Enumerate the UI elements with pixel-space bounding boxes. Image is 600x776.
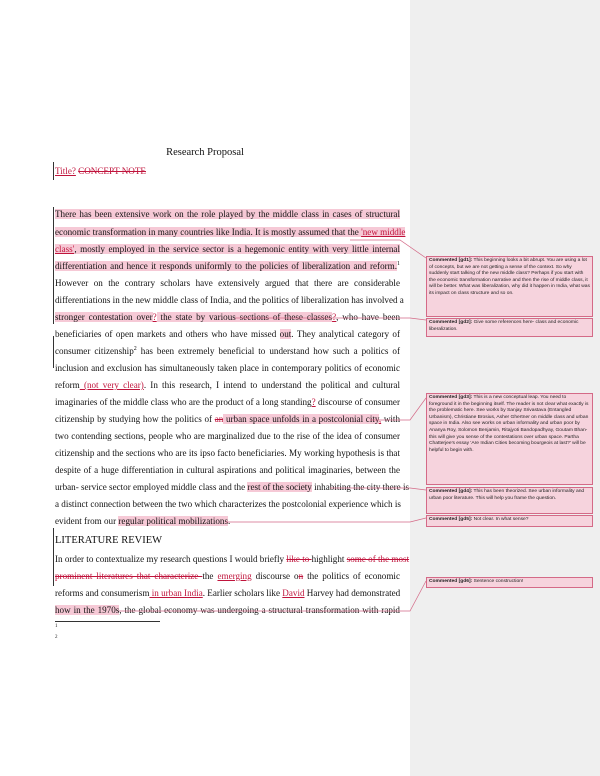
comment-gd4[interactable] bbox=[426, 487, 593, 514]
deleted-text: n bbox=[298, 571, 304, 581]
text: . bbox=[228, 516, 231, 526]
section-heading: LITERATURE REVIEW bbox=[55, 535, 163, 546]
change-bar bbox=[53, 528, 54, 586]
comment-gd3[interactable] bbox=[426, 393, 593, 485]
inserted-text: (not very clear) bbox=[79, 380, 144, 390]
para1-line: However on the contrary scholars have extensively argued that there are considerable bbox=[55, 278, 400, 288]
highlighted-text: economic transformation in many countries like India. It is mostly assumed that the bbox=[55, 227, 362, 237]
text: citizenship by studying how the politics of bbox=[55, 414, 215, 424]
para1-line bbox=[55, 345, 400, 357]
para1-line: two contending sections, people who are marginalized due to the rise of the idea of consumer bbox=[55, 431, 400, 441]
inserted-text: ? bbox=[152, 312, 157, 322]
comment-text: This is a new conceptual leap. You need to foreground it in the beginning itself. The reader is not clear what exactly is the problematic here. See works by Sanjay Srivastava (Entangled Urbanism), Christiane Brosius, Asher Ghertner on middle class and urban space in India. Also see works on urban informality and urban poor by Ananya Roy, Solomon Benjamin, Ritajyoti Bandopadhyay, Goutam Bhan- this will give you sense of the contestations over urban space. Partha Chatterjee's essay 'Are Indian Cities becoming bourgeois at last?' will be helpful to begin with. bbox=[429, 395, 589, 453]
deleted-text: some of the most bbox=[346, 554, 410, 564]
para2-line bbox=[55, 570, 400, 582]
text: with bbox=[381, 414, 400, 424]
comment-author: Commented [gd3]: bbox=[429, 395, 473, 400]
inserted-text: ? bbox=[332, 312, 337, 322]
comment-text: Not clear. In what sense? bbox=[473, 517, 529, 522]
text: discourse o bbox=[251, 571, 299, 581]
text: urban- service sector employed middle class and the bbox=[55, 482, 248, 492]
highlighted-text: regular political mobilizations bbox=[118, 516, 228, 526]
para1-line bbox=[55, 413, 400, 425]
footnote: 1 bbox=[55, 624, 58, 629]
comments-margin-pane bbox=[410, 0, 600, 776]
comment-author: Commented [gd5]: bbox=[429, 517, 473, 522]
deleted-text: like to bbox=[286, 554, 312, 564]
text: reforms and consumerism bbox=[55, 588, 150, 598]
footnote-ref[interactable]: 2 bbox=[133, 345, 137, 352]
change-bar bbox=[53, 162, 54, 180]
text: , who have been bbox=[336, 312, 400, 322]
comment-author: Commented [gd4]: bbox=[429, 489, 473, 494]
para1-line bbox=[55, 243, 400, 255]
inserted-text: in urban India bbox=[149, 588, 203, 598]
text: inhabiting the city there is bbox=[311, 482, 410, 492]
comment-text: This beginning looks a bit abrupt. You are using a lot of concepts, but we are not getting a sense of the context. So why suddenly start talking of the new middle class? Perhaps if you start with the economic transformation narrative and then the rise of middle class, it will be better. What was liberalization, why did it happen in India, what was its impact on class structure and so on. bbox=[429, 258, 590, 296]
highlighted-text: out bbox=[279, 329, 292, 339]
para2-line bbox=[55, 587, 400, 599]
comment-gd2[interactable] bbox=[426, 318, 593, 337]
para1-line bbox=[55, 260, 400, 272]
comment-gd1[interactable] bbox=[426, 256, 593, 317]
para1-line bbox=[55, 379, 400, 391]
deleted-text: an bbox=[214, 414, 224, 424]
text: . They analytical category of bbox=[291, 329, 400, 339]
highlighted-text: how in the 1970s bbox=[55, 605, 120, 615]
para1-line bbox=[55, 515, 400, 527]
text: , the global economy was undergoing a structural transformation with rapid bbox=[119, 605, 400, 615]
text: evident from our bbox=[55, 516, 119, 526]
text: reform bbox=[55, 380, 80, 390]
highlighted-text: , mostly employed in the service sector is a hegemonic entity with very little internal bbox=[74, 244, 400, 254]
deleted-text: prominent literatures that characterize bbox=[55, 571, 203, 581]
para1-line: citizenship and the sections who are its ipso facto beneficiaries. My working hypothesis is that bbox=[55, 448, 400, 458]
highlighted-text: urban space unfolds in a postcolonial city bbox=[223, 414, 379, 424]
para1-line: differentiations in the new middle class of India, and the politics of liberalization has involved a bbox=[55, 295, 404, 305]
highlighted-text: differentiation and hence it responds uniformly to the policies of liberalization and reform. bbox=[55, 261, 397, 271]
inserted-text: class' bbox=[55, 244, 75, 254]
footnote: 2 bbox=[55, 635, 58, 640]
text: the bbox=[202, 571, 218, 581]
text: discourse of consumer bbox=[315, 397, 400, 407]
comment-text: Give some references here- class and economic liberalization. bbox=[429, 320, 579, 332]
comment-author: Commented [gd1]: bbox=[429, 258, 473, 263]
text: has been extremely beneficial to understand how such a politics of bbox=[136, 346, 400, 356]
para1-line bbox=[55, 208, 400, 220]
footnote-separator bbox=[55, 621, 160, 622]
inserted-text: , bbox=[378, 414, 382, 424]
text: Harvey had demonstrated bbox=[304, 588, 401, 598]
comment-gd5[interactable] bbox=[426, 515, 593, 527]
text: beneficiaries of open markets and others who have missed bbox=[55, 329, 280, 339]
text: . Earlier scholars like bbox=[202, 588, 283, 598]
highlighted-text: the state by various sections of these classes bbox=[156, 312, 333, 322]
change-bar bbox=[53, 207, 54, 324]
para1-line bbox=[55, 226, 406, 238]
para1-line: a distinct connection between the two which characterizes the postcolonial experience which is bbox=[55, 499, 401, 509]
comment-text: This has been theorized. See urban informality and urban poor literature. This will help you frame the question. bbox=[429, 489, 585, 501]
para1-line bbox=[55, 481, 410, 493]
change-bar bbox=[53, 336, 54, 368]
inserted-text: ? bbox=[311, 397, 316, 407]
comment-text: Sentence construction! bbox=[473, 579, 524, 584]
inserted-text: David bbox=[282, 588, 305, 598]
deleted-text: CONCEPT NOTE bbox=[78, 166, 146, 176]
highlighted-text: stronger contestation over bbox=[55, 312, 153, 322]
footnote-ref[interactable]: 1 bbox=[397, 260, 400, 267]
inserted-text: Title? bbox=[55, 166, 76, 176]
comment-author: Commented [gd6]: bbox=[429, 579, 473, 584]
text: highlight bbox=[311, 554, 347, 564]
highlighted-text: rest of the society bbox=[247, 482, 312, 492]
title-placeholder-line bbox=[55, 165, 146, 177]
comment-author: Commented [gd2]: bbox=[429, 320, 473, 325]
para1-line: despite of a huge differentiation in cultural aspirations and political imaginaries, between the bbox=[55, 465, 400, 475]
inserted-text: emerging bbox=[217, 571, 252, 581]
para1-line bbox=[55, 328, 400, 340]
text: consumer citizenship bbox=[55, 346, 134, 356]
text: . In this research, I intend to understand the political and cultural bbox=[143, 380, 400, 390]
comment-gd6[interactable] bbox=[426, 577, 593, 588]
para1-line: inclusion and exclusion has simultaneously taken place in contemporary politics of economic bbox=[55, 363, 400, 373]
text: In order to contextualize my research questions I would briefly bbox=[55, 554, 287, 564]
text: the politics of economic bbox=[303, 571, 400, 581]
document-title: Research Proposal bbox=[166, 147, 244, 158]
inserted-text: 'new middle bbox=[361, 227, 406, 237]
para1-line bbox=[55, 396, 400, 408]
para2-line bbox=[55, 553, 410, 565]
para2-line bbox=[55, 604, 400, 616]
text: imaginaries of the middle class who are the product of a long standing bbox=[55, 397, 312, 407]
para1-line bbox=[55, 311, 400, 323]
highlighted-text: There has been extensive work on the role played by the middle class in cases of structural bbox=[55, 209, 400, 219]
